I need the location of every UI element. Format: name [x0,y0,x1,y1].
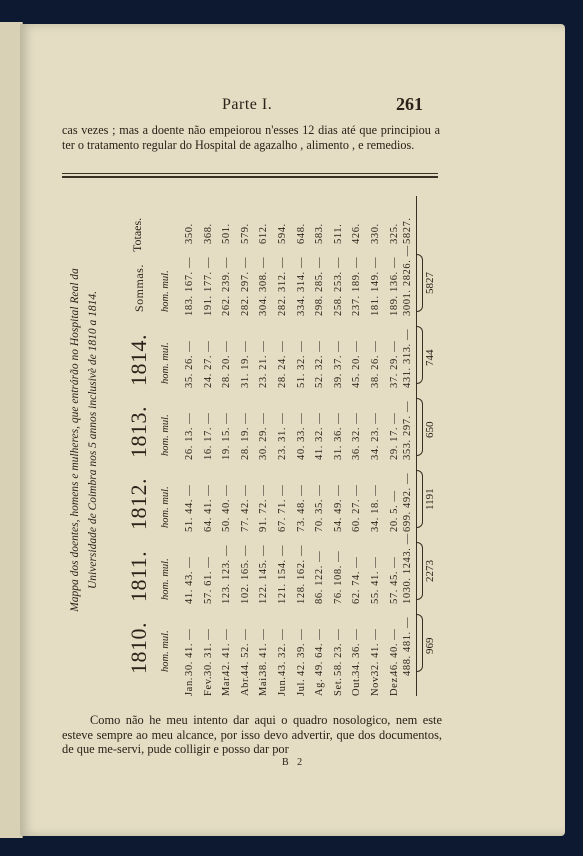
table-cell: 49. 64. — [314,628,326,676]
grand-total: 969 [424,637,436,654]
month-label: Out. [351,675,363,696]
sum-cell: 1030. 1243. — [402,533,413,604]
row-total: 612. [258,223,270,244]
signature-mark: B 2 [282,757,306,768]
month-label: Set. [332,677,344,696]
table-area [62,180,440,700]
table-cell: 31. 36. — [332,412,344,460]
row-total: 511. [332,223,344,244]
grand-total: 650 [424,421,436,438]
year-header: 1812. [126,478,151,530]
row-total: 501. [221,223,233,244]
table-cell: 40. 33. — [295,412,307,460]
table-cell: 42. 41. — [221,628,233,676]
month-label: Jan. [184,676,195,696]
table-cell: 77. 42. — [239,484,251,532]
table-cell: 36. 32. — [351,412,363,460]
table-caption [66,184,102,696]
page-number: 261 [396,94,423,114]
row-total: 350. [184,223,195,244]
table-cell: 30. 41. — [184,628,195,676]
table-cell: 258. 253. — [332,256,344,316]
body-paragraph [62,713,442,757]
month-label: Abr. [239,675,251,696]
table-cell: 26. 13. — [184,412,195,460]
table-cell: 70. 35. — [314,484,326,532]
table-cell: 57. 45. — [388,556,400,604]
table-cell: 28. 19. — [239,412,251,460]
row-total: 325. [388,223,400,244]
table-cell: 37. 29. — [388,340,400,388]
sub-header-cell: hom. mul. [160,342,171,384]
table-cell: 298. 285. — [314,256,326,316]
table-cell: 42. 39. — [295,628,307,676]
table-cell: 282. 312. — [277,256,288,316]
table-cell: 38. 26. — [370,340,381,388]
table-cell: 45. 20. — [351,340,363,388]
sum-cell: 3001. 2826. — [402,245,413,316]
grand-total: 1191 [424,488,436,510]
table-cell: 73. 48. — [295,484,307,532]
sum-cell: 699. 492. — [402,472,413,532]
table-cell: 123. 123. — [221,544,233,604]
table-cell: 43. 32. — [277,628,288,676]
table-cell: 46. 40. — [388,628,400,676]
grand-total: 744 [424,349,436,366]
table-cell: 304. 308. — [258,256,270,316]
table-cell: 30. 31. — [202,628,214,676]
month-label: Jul. [295,678,307,696]
table-cell: 58. 23. — [332,628,344,676]
table-cell: 34. 36. — [351,628,363,676]
table-cell: 38. 41. — [258,628,270,676]
table-cell: 30. 29. — [258,412,270,460]
sub-header-cell: hom. mul. [160,486,171,528]
table-cell: 91. 72. — [258,484,270,532]
row-total: 579. [239,223,251,244]
month-label: Ag. [314,678,326,696]
sum-brace [416,398,423,456]
month-label: Mai. [258,674,270,696]
page-header-title: Parte I. [222,96,273,113]
table-cell: 54. 49. — [332,484,344,532]
table-cell: 62. 74. — [351,556,363,604]
intro-paragraph [62,123,440,153]
totals-header: Totaes. [130,217,144,252]
grand-total: 2273 [424,560,436,582]
table-cell: 128. 162. — [295,544,307,604]
month-label: Dez. [388,674,400,696]
table-cell: 23. 31. — [277,412,288,460]
sub-header-cell: hom. mul. [160,630,171,672]
table-cell: 67. 71. — [277,484,288,532]
sub-header-cell: hom. mul. [160,558,171,600]
table-cell: 76. 108. — [332,550,344,604]
year-header: 1811. [126,550,151,602]
table-cell: 122. 145. — [258,544,270,604]
table-cell: 44. 52. — [239,628,251,676]
sub-header-cell: hom. mul. [160,270,171,312]
table-cell: 16. 17. — [202,412,214,460]
sums-total: 5827. [402,217,413,244]
sum-brace [416,470,423,528]
table-cell: 19. 15. — [221,412,233,460]
header-rule-thick [62,176,438,178]
table-cell: 334. 314. — [295,256,307,316]
sums-header: Sommas. [132,264,146,312]
table-cell: 121. 154. — [277,544,288,604]
month-label: Nov. [370,673,381,696]
sum-brace [416,614,423,672]
caption-line-1: Mappa dos doentes, homens e mulheres, que entrárão no Hospital Real da [69,268,81,612]
table-cell: 86. 122. — [314,550,326,604]
month-label: Mar. [221,674,233,696]
table-cell: 191. 177. — [202,256,214,316]
table-cell: 28. 20. — [221,340,233,388]
table-cell: 23. 21. — [258,340,270,388]
patients-table [62,180,440,700]
table-cell: 282. 297. — [239,256,251,316]
caption-line-2: Universidade de Coimbra nos 5 annos inclusivè de 1810 a 1814. [87,291,99,590]
table-cell: 41. 32. — [314,412,326,460]
table-cell: 31. 19. — [239,340,251,388]
sum-brace [416,326,423,384]
grand-total: 5827 [424,272,436,294]
table-cell: 24. 27. — [202,340,214,388]
table-cell: 64. 41. — [202,484,214,532]
table-cell: 237. 189. — [351,256,363,316]
sum-cell: 488. 481. — [402,616,413,676]
year-header: 1814. [126,334,151,386]
row-total: 594. [277,223,288,244]
table-cell: 55. 41. — [370,556,381,604]
sum-brace [416,542,423,600]
row-total: 583. [314,223,326,244]
year-header: 1810. [126,622,151,674]
row-total: 368. [202,223,214,244]
table-cell: 181. 149. — [370,256,381,316]
table-cell: 41. 43. — [184,556,195,604]
header-rule [62,173,438,174]
month-label: Fev. [202,675,214,696]
table-cell: 32. 41. — [370,628,381,676]
table-cell: 34. 18. — [370,484,381,532]
table-cell: 51. 32. — [295,340,307,388]
table-cell: 39. 37. — [332,340,344,388]
table-cell: 60. 27. — [351,484,363,532]
sum-cell: 353. 297. — [402,400,413,460]
table-cell: 28. 24. — [277,340,288,388]
month-label: Jun. [277,676,288,696]
table-cell: 50. 40. — [221,484,233,532]
table-cell: 20. 5. — [388,490,400,532]
row-total: 648. [295,223,307,244]
body-text: Como não he meu intento dar aqui o quadro nosologico, nem este esteve sempre ao meu alcance, por isso devo advertir, que dos documentos, de que me-servi, pude colligir e posso dar por [62,713,442,757]
table-cell: 102. 165. — [239,544,251,604]
table-cell: 189. 136. — [388,256,400,316]
table-cell: 52. 32. — [314,340,326,388]
table-cell: 29. 17. — [388,412,400,460]
sum-cell: 431. 313. — [402,328,413,388]
table-cell: 35. 26. — [184,340,195,388]
row-total: 330. [370,223,381,244]
year-header: 1813. [126,406,151,458]
sum-brace [416,254,423,312]
table-cell: 34. 23. — [370,412,381,460]
table-cell: 262. 239. — [221,256,233,316]
sub-header-cell: hom. mul. [160,414,171,456]
table-cell: 51. 44. — [184,484,195,532]
table-cell: 183. 167. — [184,256,195,316]
intro-text: cas vezes ; mas a doente não empeiorou n'esses 12 dias até que principiou a ter o tratamento regular do Hospital de agazalho , alimento , e remedios. [62,123,440,152]
table-cell: 57. 61. — [202,556,214,604]
row-total: 426. [351,223,363,244]
